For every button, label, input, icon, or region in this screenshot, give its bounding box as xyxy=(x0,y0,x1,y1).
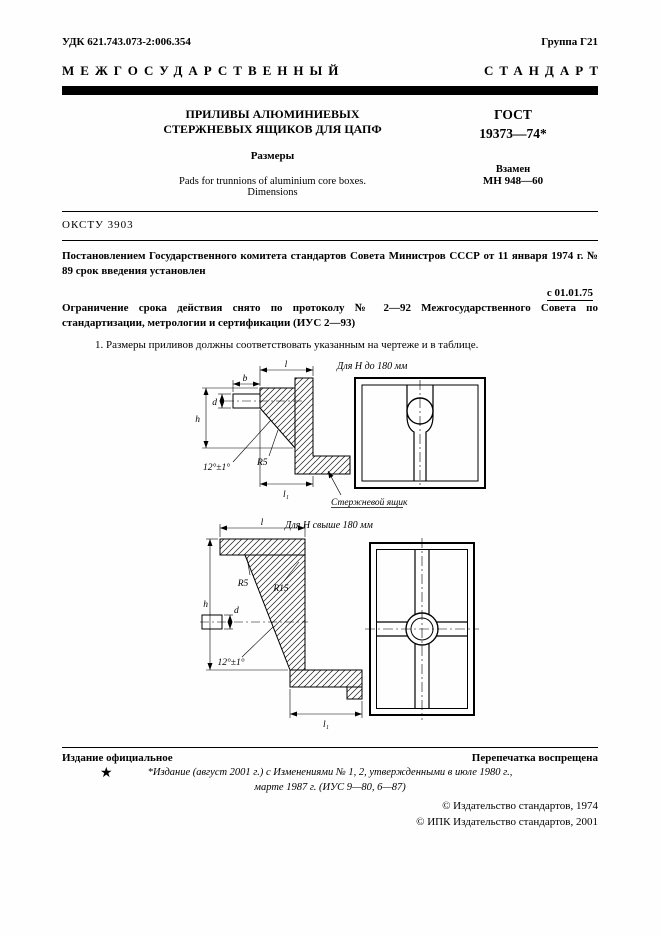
fig1-label-r5: R5 xyxy=(257,458,268,468)
fig1-label-h: h xyxy=(195,415,200,425)
title-left xyxy=(62,107,428,198)
figure-2 xyxy=(200,515,480,737)
fig2-label-angle: 12°±1° xyxy=(217,658,245,668)
effective-date: с 01.01.75 xyxy=(546,287,593,299)
fig2-label-h: h xyxy=(203,600,208,610)
reprint-forbidden-label: Перепечатка воспрещена xyxy=(471,752,598,764)
fig2-label-d: d xyxy=(234,606,239,616)
fig1-caption: Для Н до 180 мм xyxy=(337,361,408,372)
doc-title-line2: СТЕРЖНЕВЫХ ЯЩИКОВ ДЛЯ ЦАПФ xyxy=(163,122,382,136)
fig2-bottom-flange-section xyxy=(290,670,362,687)
fig2-label-l: l xyxy=(260,518,264,528)
fig2-front-view xyxy=(365,538,479,720)
fig2-bottom-stub-section xyxy=(347,687,362,699)
title-block xyxy=(62,107,598,198)
rule-2 xyxy=(62,240,598,241)
edition-note-line1: *Издание (август 2001 г.) с Изменениями № 1, 2, утвержденными в июле 1980 г., xyxy=(147,767,513,778)
fig1-angle-leader xyxy=(233,420,271,462)
fig1-r5-leader xyxy=(269,430,278,456)
copyright-1974: © Издательство стандартов, 1974 xyxy=(442,800,598,812)
banner-word-1: МЕЖГОСУДАРСТВЕННЫЙ xyxy=(62,63,345,78)
udk-code: УДК 621.743.073-2:006.354 xyxy=(62,36,191,48)
fig1-front-view xyxy=(355,378,485,488)
figure-1 xyxy=(145,356,515,511)
limitation-paragraph: Ограничение срока действия снято по протоколу № 2—92 Межгосударственного Совета по стандартизации, метрологии и сертификации (ИУС 2—93) xyxy=(62,302,598,329)
copyright-2001: © ИПК Издательство стандартов, 2001 xyxy=(416,816,598,828)
fig2-top-flange-section xyxy=(220,539,305,555)
standard-type-banner xyxy=(62,63,604,79)
fig1-label-l1: l₁ xyxy=(283,490,289,500)
footer-rule xyxy=(62,747,598,748)
instead-value: МН 948—60 xyxy=(482,175,544,187)
fig2-label-r5: R5 xyxy=(237,579,249,589)
doc-title-en2: Dimensions xyxy=(247,187,298,198)
okstu-code: ОКСТУ 3903 xyxy=(62,219,134,231)
fig1-corebox-wall-section xyxy=(295,378,350,474)
fig1-label-angle: 12°±1° xyxy=(203,463,231,473)
fig1-box-callout-arrow xyxy=(328,471,341,495)
rule-1 xyxy=(62,211,598,212)
doc-title-line1: ПРИЛИВЫ АЛЮМИНИЕВЫХ xyxy=(185,107,360,121)
edition-note-line2: марте 1987 г. (ИУС 9—80, 6—87) xyxy=(254,782,406,793)
gost-number: 19373—74* xyxy=(479,126,547,141)
top-codes-row xyxy=(62,36,598,48)
fig1-box-label: Стержневой ящик xyxy=(331,498,408,508)
title-right xyxy=(428,107,598,198)
star-icon: ★ xyxy=(100,766,113,781)
effective-date-wrap xyxy=(547,283,593,301)
footer-row xyxy=(62,752,598,764)
fig1-pad-section xyxy=(260,388,295,448)
doc-subtitle: Размеры xyxy=(250,150,295,162)
official-edition-label: Издание официальное xyxy=(62,752,173,764)
instead-label: Взамен xyxy=(495,164,531,175)
decree-paragraph: Постановлением Государственного комитета стандартов Совета Министров СССР от 11 января 1974 г. № 89 срок введения установлен xyxy=(62,250,598,277)
fig1-label-l: l xyxy=(284,360,288,370)
divider-bar xyxy=(62,86,598,95)
clause-1: 1. Размеры приливов должны соответствовать указанным на чертеже и в таблице. xyxy=(95,339,479,351)
fig2-label-l1: l₁ xyxy=(323,720,329,730)
fig2-caption: Для Н свыше 180 мм xyxy=(285,520,373,531)
gost-word: ГОСТ xyxy=(494,107,532,122)
group-code: Группа Г21 xyxy=(541,36,598,48)
doc-title-en1: Pads for trunnions of aluminium core boxes. xyxy=(179,176,366,187)
fig1-label-b: b xyxy=(242,374,248,384)
fig2-label-r15: R15 xyxy=(273,584,289,594)
banner-word-2: СТАНДАРТ xyxy=(483,63,604,78)
fig2-angle-leader xyxy=(242,627,273,657)
fig2-pad-section xyxy=(245,555,305,670)
fig1-label-d: d xyxy=(212,398,217,408)
